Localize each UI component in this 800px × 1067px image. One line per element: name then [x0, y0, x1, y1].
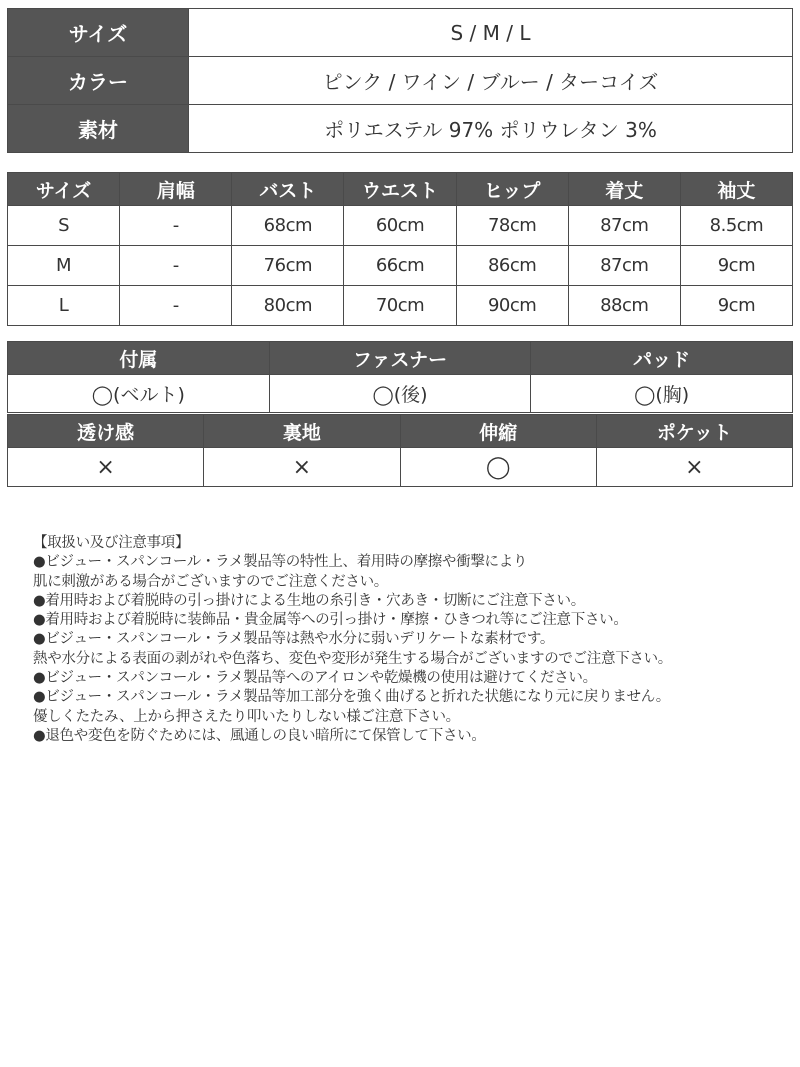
care-notes — [33, 534, 793, 746]
table-cell: ◯(後) — [269, 375, 531, 413]
column-header: バスト — [232, 173, 344, 206]
spec-table — [7, 8, 793, 153]
size-table-header — [8, 173, 793, 206]
features-table-2 — [7, 414, 793, 487]
spec-row-color — [8, 57, 793, 105]
note-line: 熱や水分による表面の剥がれや色落ち、変色や変形が発生する場合がございますのでご注意下さい。 — [33, 650, 672, 667]
features-header — [8, 415, 793, 448]
column-header: ヒップ — [456, 173, 568, 206]
table-cell: × — [204, 448, 400, 487]
spec-label: カラー — [8, 57, 189, 105]
table-cell: 87cm — [568, 206, 680, 246]
spec-value: ポリエステル 97% ポリウレタン 3% — [189, 105, 793, 153]
table-cell: 78cm — [456, 206, 568, 246]
column-header: 付属 — [8, 342, 270, 375]
table-cell: ◯ — [400, 448, 596, 487]
spec-label: 素材 — [8, 105, 189, 153]
table-cell: - — [120, 206, 232, 246]
note-line: 肌に刺激がある場合がございますのでご注意ください。 — [33, 573, 388, 590]
note-line: ●ビジュー・スパンコール・ラメ製品等加工部分を強く曲げると折れた状態になり元に戻りません。 — [33, 689, 671, 706]
notes-heading: 【取扱い及び注意事項】 — [33, 535, 190, 551]
table-cell: M — [8, 246, 120, 286]
column-header: パッド — [531, 342, 793, 375]
table-cell: S — [8, 206, 120, 246]
column-header: サイズ — [8, 173, 120, 206]
spec-row-size — [8, 9, 793, 57]
spec-label: サイズ — [8, 9, 189, 57]
table-cell: 88cm — [568, 286, 680, 326]
table-row — [8, 286, 793, 326]
table-cell: 66cm — [344, 246, 456, 286]
table-row — [8, 206, 793, 246]
note-line: ●ビジュー・スパンコール・ラメ製品等は熱や水分に弱いデリケートな素材です。 — [33, 631, 555, 648]
table-row — [8, 375, 793, 413]
column-header: ウエスト — [344, 173, 456, 206]
table-row — [8, 246, 793, 286]
column-header: 肩幅 — [120, 173, 232, 206]
table-cell: - — [120, 286, 232, 326]
table-cell: 87cm — [568, 246, 680, 286]
table-cell: - — [120, 246, 232, 286]
size-table — [7, 172, 793, 326]
table-cell: L — [8, 286, 120, 326]
table-row — [8, 448, 793, 487]
column-header: ポケット — [596, 415, 792, 448]
column-header: 裏地 — [204, 415, 400, 448]
table-cell: 70cm — [344, 286, 456, 326]
column-header: 伸縮 — [400, 415, 596, 448]
table-cell: 8.5cm — [680, 206, 792, 246]
table-cell: 76cm — [232, 246, 344, 286]
spec-value: ピンク / ワイン / ブルー / ターコイズ — [189, 57, 793, 105]
note-line: ●退色や変色を防ぐためには、風通しの良い暗所にて保管して下さい。 — [33, 727, 486, 744]
note-line: ●着用時および着脱時に装飾品・貴金属等への引っ掛け・摩擦・ひきつれ等にご注意下さい。 — [33, 612, 628, 629]
column-header: ファスナー — [269, 342, 531, 375]
table-cell: 68cm — [232, 206, 344, 246]
note-line: 優しくたたみ、上から押さえたり叩いたりしない様ご注意下さい。 — [33, 708, 460, 725]
table-cell: 80cm — [232, 286, 344, 326]
spec-value: S / M / L — [189, 9, 793, 57]
table-cell: ◯(ベルト) — [8, 375, 270, 413]
table-cell: 86cm — [456, 246, 568, 286]
note-line: ●着用時および着脱時の引っ掛けによる生地の糸引き・穴あき・切断にご注意下さい。 — [33, 592, 585, 609]
table-cell: × — [596, 448, 792, 487]
column-header: 透け感 — [8, 415, 204, 448]
note-line: ●ビジュー・スパンコール・ラメ製品等へのアイロンや乾燥機の使用は避けてください。 — [33, 670, 597, 687]
note-line: ●ビジュー・スパンコール・ラメ製品等の特性上、着用時の摩擦や衝撃により — [33, 554, 528, 571]
features-table-1 — [7, 341, 793, 413]
column-header: 着丈 — [568, 173, 680, 206]
table-cell: 9cm — [680, 246, 792, 286]
column-header: 袖丈 — [680, 173, 792, 206]
table-cell: 90cm — [456, 286, 568, 326]
features-header — [8, 342, 793, 375]
table-cell: × — [8, 448, 204, 487]
table-cell: 9cm — [680, 286, 792, 326]
table-cell: 60cm — [344, 206, 456, 246]
table-cell: ◯(胸) — [531, 375, 793, 413]
spec-row-material — [8, 105, 793, 153]
